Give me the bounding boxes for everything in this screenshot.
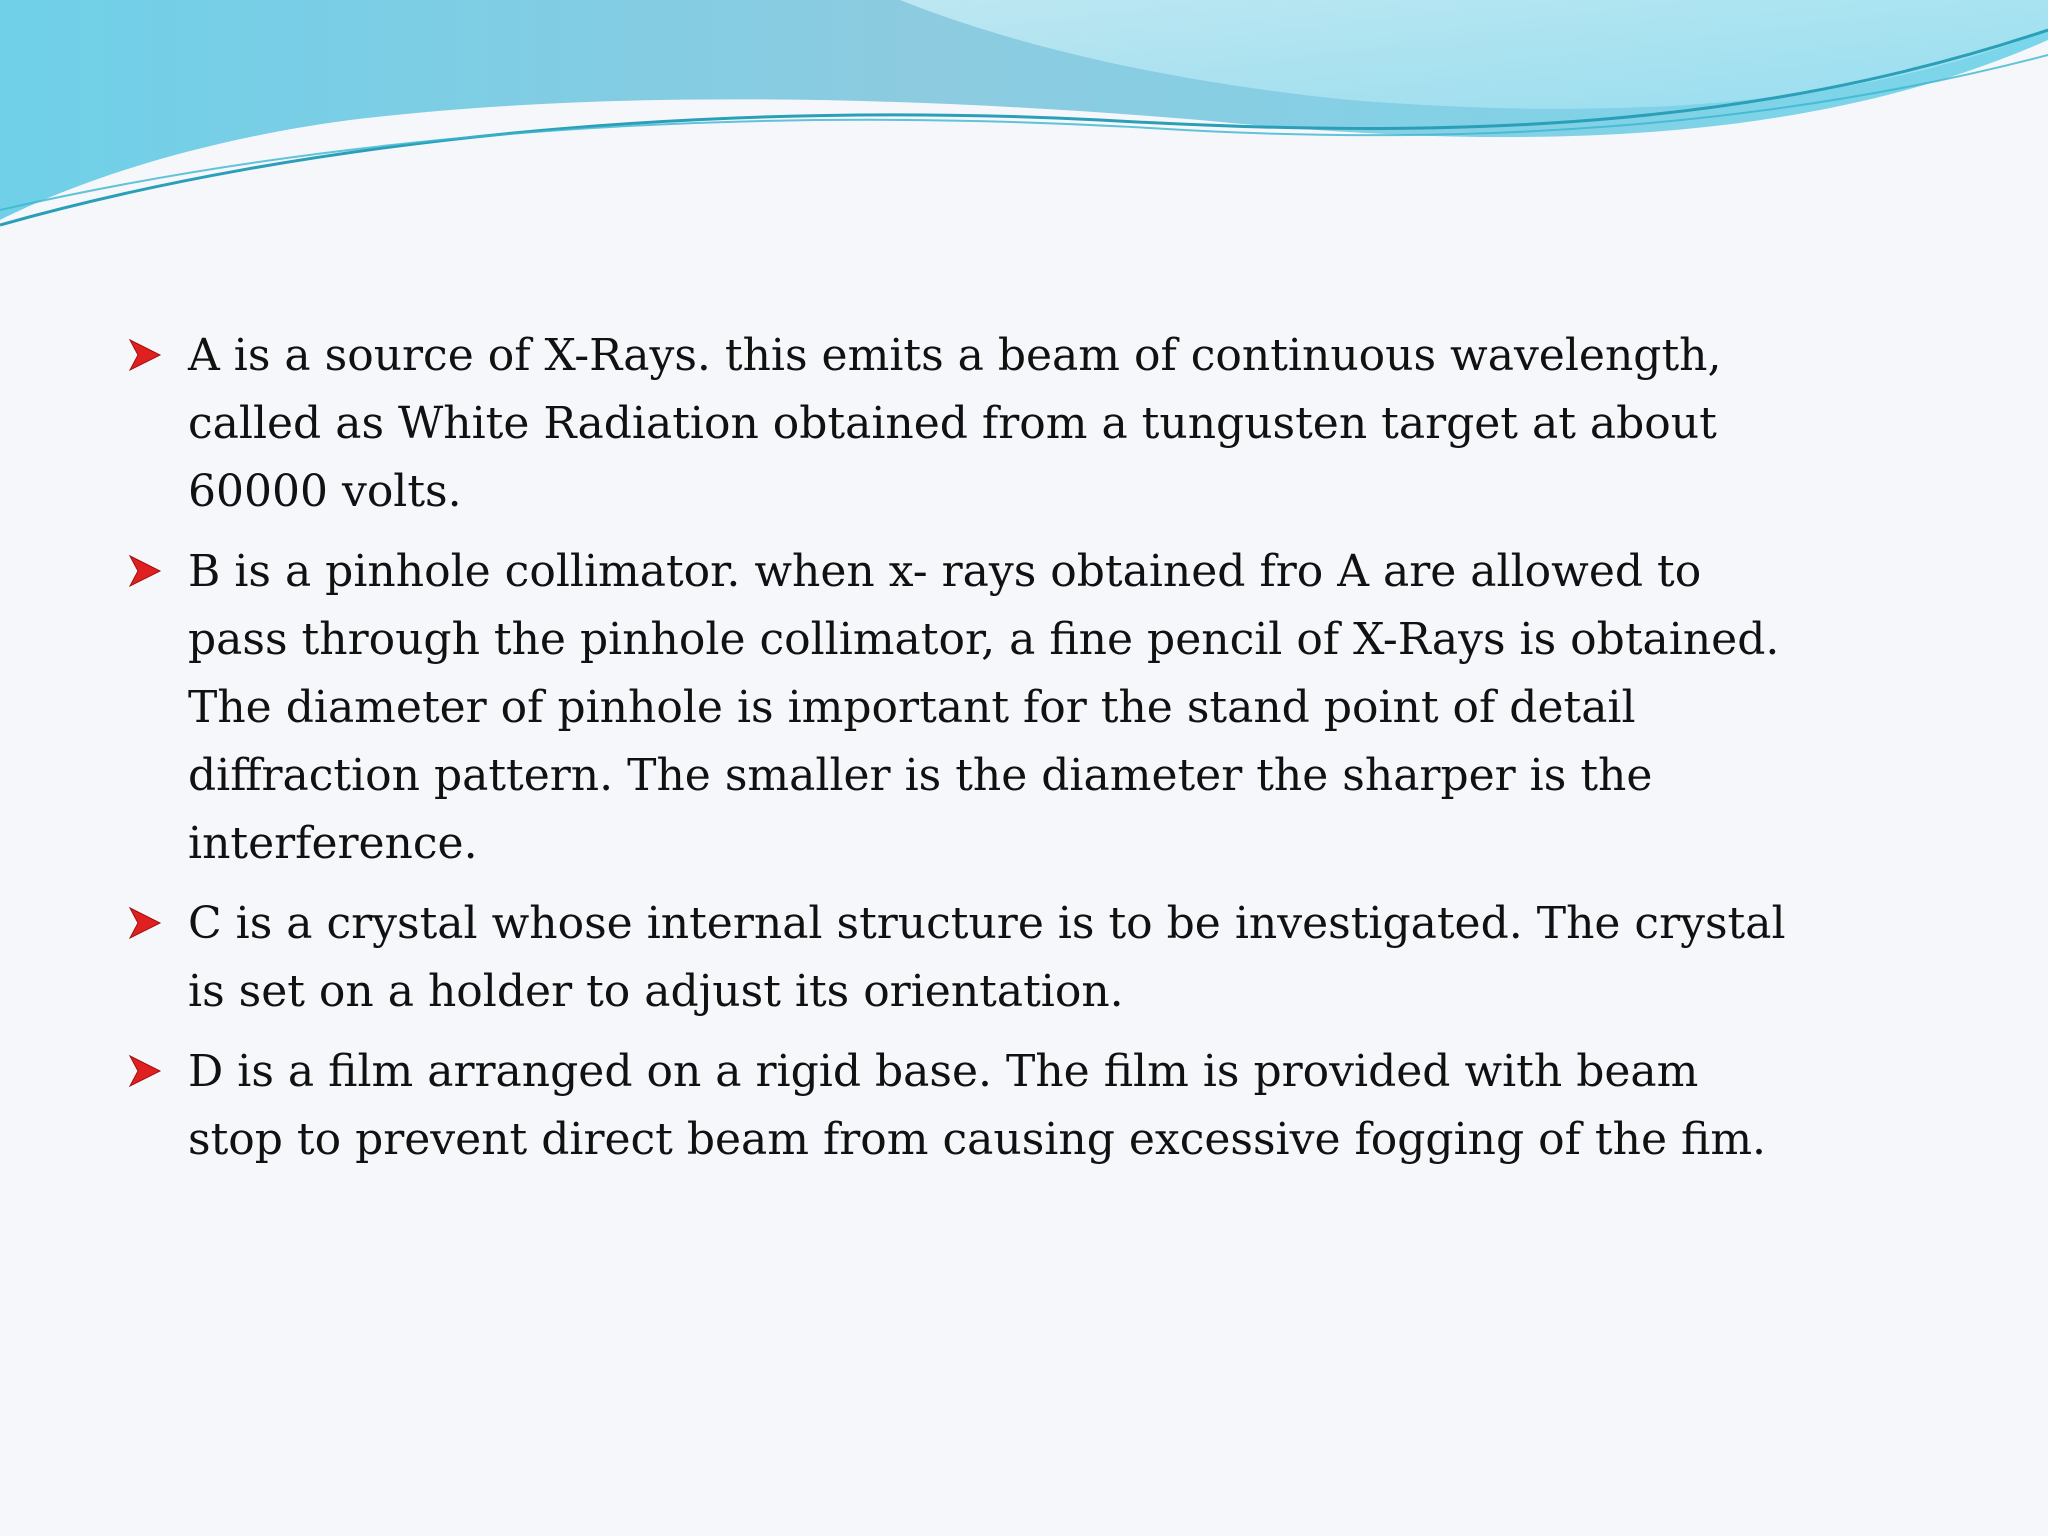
bullet-text: D is a film arranged on a rigid base. The film is provided with beam stop to prevent direct beam from causing excessive fogging of the fim. <box>188 1046 1767 1165</box>
arrow-bullet-icon <box>128 554 162 588</box>
arrow-bullet-icon <box>128 906 162 940</box>
header-wave-decoration <box>0 0 2048 240</box>
bullet-text: C is a crystal whose internal structure is to be investigated. The crystal is set on a holder to adjust its orientation. <box>188 898 1786 1017</box>
arrow-bullet-icon <box>128 1054 162 1088</box>
bullet-item <box>128 322 1988 526</box>
bullet-item <box>128 890 1988 1026</box>
bullet-item <box>128 538 1988 878</box>
bullet-text: A is a source of X-Rays. this emits a beam of continuous wavelength, called as White Radiation obtained from a tungusten target at about 60000 volts. <box>188 330 1722 517</box>
arrow-bullet-icon <box>128 338 162 372</box>
bullet-item <box>128 1038 1988 1174</box>
bullet-text: B is a pinhole collimator. when x- rays obtained fro A are allowed to pass through the pinhole collimator, a fine pencil of X-Rays is obtained. The diameter of pinhole is important for the stand point of detail diffraction pattern. The smaller is the diameter the sharper is the interference. <box>188 546 1780 869</box>
bullet-list <box>128 322 1988 1186</box>
